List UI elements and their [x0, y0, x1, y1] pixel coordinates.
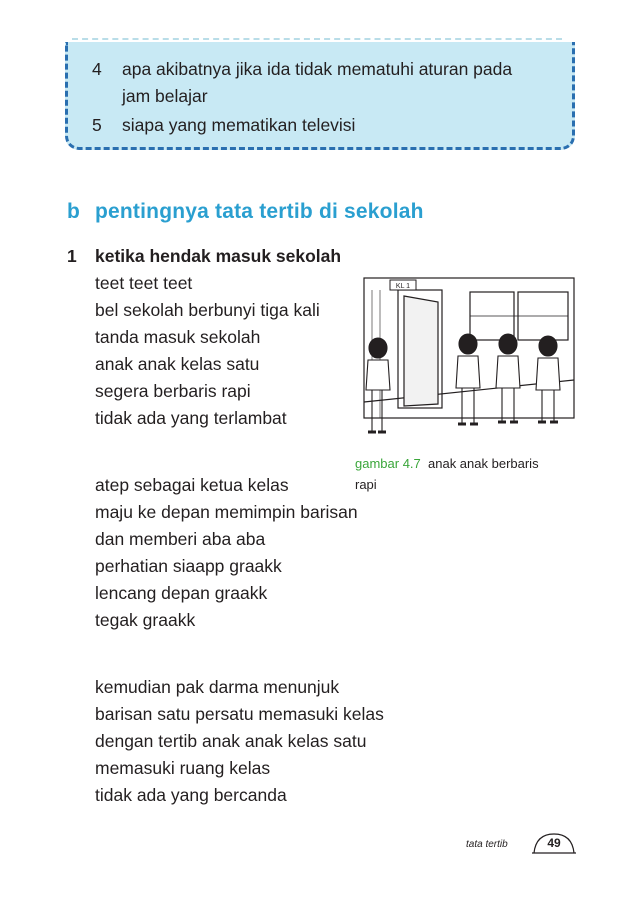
poem-line: dengan tertib anak anak kelas satu — [95, 731, 367, 751]
poem-line: dan memberi aba aba — [95, 529, 266, 549]
footer-chapter-label: tata tertib — [466, 839, 508, 850]
children-lining-up-illustration — [352, 272, 576, 448]
caption-text: rapi — [355, 477, 377, 492]
section-letter: b — [67, 200, 81, 223]
poem-line: atep sebagai ketua kelas — [95, 475, 289, 495]
poem-line: bel sekolah berbunyi tiga kali — [95, 300, 320, 320]
question-text: siapa yang mematikan televisi — [122, 115, 356, 135]
subsection-heading — [67, 246, 341, 267]
child-figure — [496, 334, 520, 422]
poem-line: tegak graakk — [95, 610, 196, 630]
poem-line: maju ke depan memimpin barisan — [95, 502, 358, 522]
section-title: pentingnya tata tertib di sekolah — [95, 200, 424, 223]
caption-label: gambar 4.7 — [355, 456, 421, 471]
question-box — [65, 42, 575, 150]
child-figure — [456, 334, 480, 424]
poem-line: tanda masuk sekolah — [95, 327, 261, 347]
page-number: 49 — [547, 836, 561, 850]
poem-line: teet teet teet — [95, 273, 193, 293]
poem-line: tidak ada yang terlambat — [95, 408, 287, 428]
poem-line: tidak ada yang bercanda — [95, 785, 287, 805]
poem-stanza-3 — [95, 674, 384, 809]
question-number: 4 — [92, 59, 102, 79]
subsection-number: 1 — [67, 246, 77, 266]
question-text: jam belajar — [122, 86, 208, 106]
child-figure — [536, 336, 560, 422]
subsection-title: ketika hendak masuk sekolah — [95, 246, 342, 266]
top-dashed-rule — [72, 38, 562, 40]
section-heading — [67, 200, 424, 224]
poem-line: kemudian pak darma menunjuk — [95, 677, 340, 697]
question-number: 5 — [92, 115, 102, 135]
poem-line: segera berbaris rapi — [95, 381, 251, 401]
door-sign-label: KL 1 — [395, 283, 411, 290]
question-text: apa akibatnya jika ida tidak mematuhi aturan pada — [122, 59, 513, 79]
figure-caption — [355, 453, 585, 495]
caption-text: anak anak berbaris — [428, 456, 539, 471]
poem-stanza-2 — [95, 472, 358, 634]
poem-line: anak anak kelas satu — [95, 354, 260, 374]
poem-line: lencang depan graakk — [95, 583, 268, 603]
poem-stanza-1 — [95, 270, 320, 432]
poem-line: memasuki ruang kelas — [95, 758, 271, 778]
poem-line: barisan satu persatu memasuki kelas — [95, 704, 384, 724]
poem-line: perhatian siaapp graakk — [95, 556, 282, 576]
